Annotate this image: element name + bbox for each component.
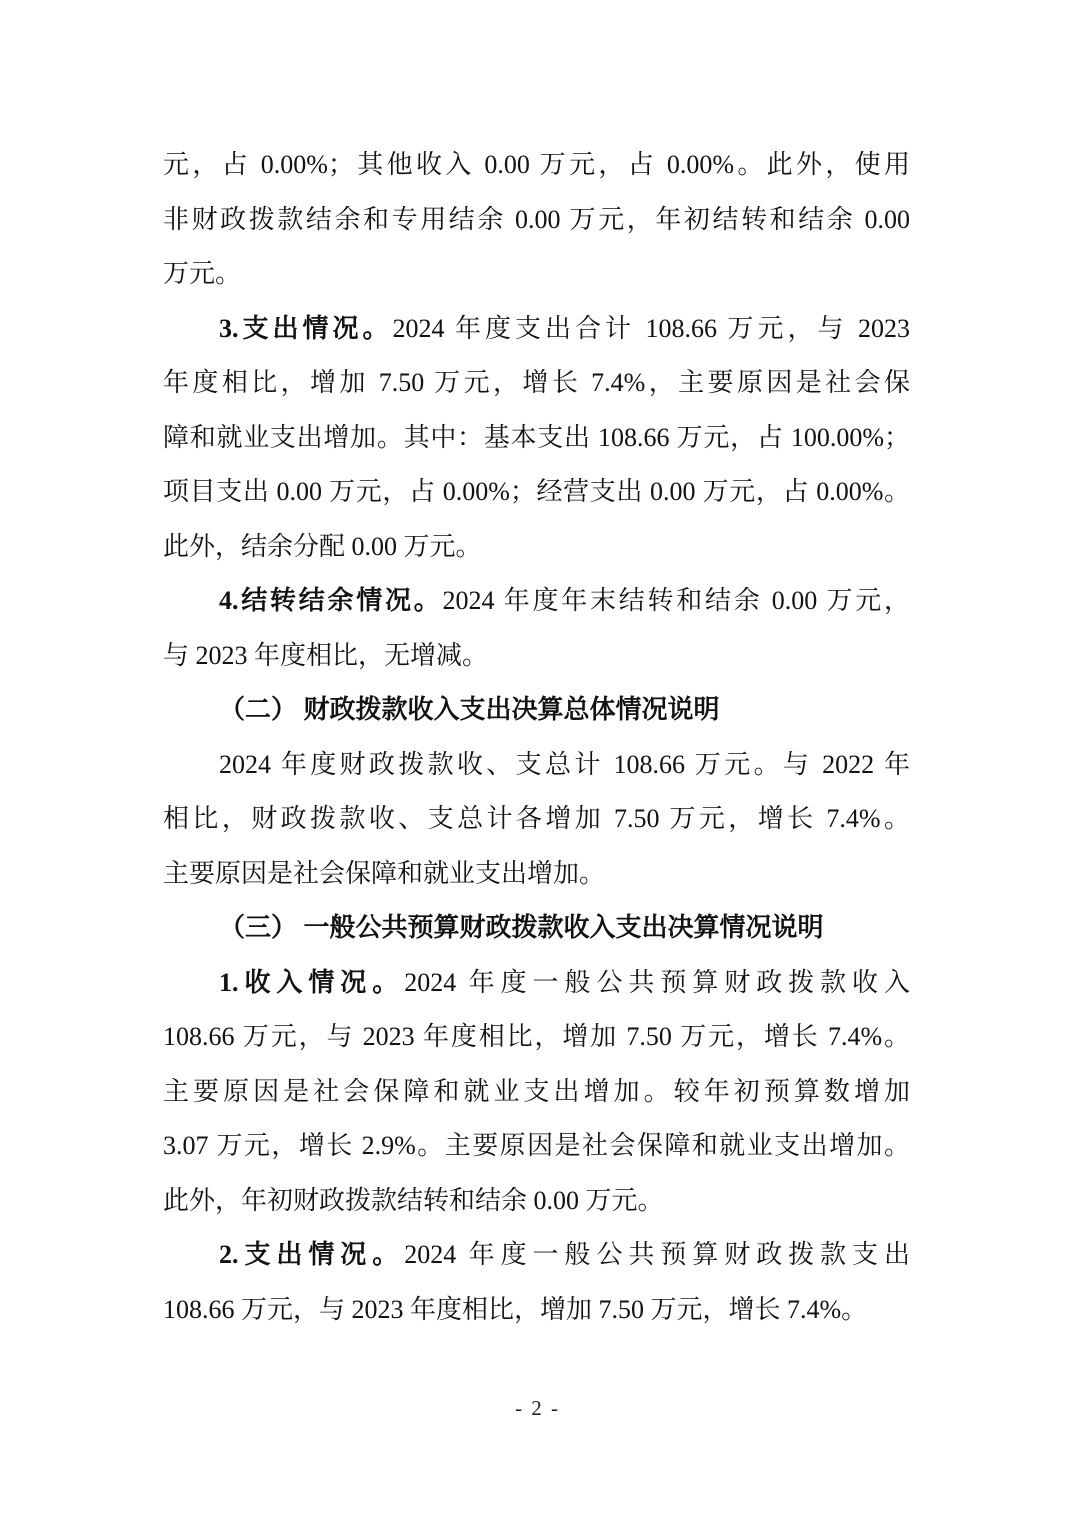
text-run: 项目支出 0.00 万元，占 0.00%；经营支出 0.00 万元，占 0.00%。 bbox=[163, 477, 910, 506]
text-run: 108.66 万元，与 2023 年度相比，增加 7.50 万元，增长 7.4%。 bbox=[163, 1294, 868, 1324]
text-line bbox=[163, 411, 910, 466]
text-run: 2024 年度一般公共预算财政拨款支出 bbox=[404, 1240, 910, 1269]
text-run: 万元。 bbox=[163, 259, 242, 288]
text-line bbox=[163, 520, 910, 575]
text-run: 年度相比，增加 7.50 万元，增长 7.4%，主要原因是社会保 bbox=[163, 368, 910, 397]
text-run: 2024 年度支出合计 108.66 万元，与 2023 bbox=[392, 313, 910, 343]
text-line bbox=[163, 1119, 910, 1174]
text-run: 元，占 0.00%；其他收入 0.00 万元，占 0.00%。此外，使用 bbox=[163, 150, 910, 179]
bold-text-run: 3.支出情况。 bbox=[219, 313, 393, 343]
text-line bbox=[163, 1174, 910, 1229]
bold-text-run: 4.结转结余情况。 bbox=[219, 586, 443, 615]
text-line bbox=[163, 302, 910, 357]
text-line bbox=[163, 138, 910, 193]
text-line bbox=[163, 1283, 910, 1338]
text-run: 此外，结余分配 0.00 万元。 bbox=[163, 531, 482, 561]
text-line bbox=[163, 247, 910, 302]
section-heading-line bbox=[163, 683, 910, 738]
text-line bbox=[163, 847, 910, 902]
text-run: 2024 年度年末结转和结余 0.00 万元， bbox=[442, 586, 910, 615]
text-run: 此外，年初财政拨款结转和结余 0.00 万元。 bbox=[163, 1185, 664, 1215]
text-line bbox=[163, 629, 910, 684]
text-line bbox=[163, 465, 910, 520]
text-line bbox=[163, 356, 910, 411]
text-run: 非财政拨款结余和专用结余 0.00 万元，年初结转和结余 0.00 bbox=[163, 204, 910, 234]
text-run: 与 2023 年度相比，无增减。 bbox=[163, 640, 489, 670]
text-run: 3.07 万元，增长 2.9%。主要原因是社会保障和就业支出增加。 bbox=[163, 1131, 910, 1160]
text-line bbox=[163, 1228, 910, 1283]
text-run: 障和就业支出增加。其中：基本支出 108.66 万元，占 100.00%； bbox=[163, 422, 910, 452]
section-heading-line bbox=[163, 901, 910, 956]
bold-text-run: 1.收入情况。 bbox=[219, 967, 405, 997]
page-number: - 2 - bbox=[515, 1396, 560, 1420]
text-line bbox=[163, 574, 910, 629]
text-line bbox=[163, 193, 910, 248]
bold-text-run: 2.支出情况。 bbox=[219, 1240, 405, 1269]
text-run: 主要原因是社会保障和就业支出增加。 bbox=[163, 858, 606, 888]
text-line bbox=[163, 1065, 910, 1120]
text-run: 2024 年度财政拨款收、支总计 108.66 万元。与 2022 年 bbox=[219, 749, 910, 779]
text-run: 108.66 万元，与 2023 年度相比，增加 7.50 万元，增长 7.4%。 bbox=[163, 1022, 910, 1051]
bold-text-run: （三） 一般公共预算财政拨款收入支出决算情况说明 bbox=[219, 913, 824, 942]
bold-text-run: （二） 财政拨款收入支出决算总体情况说明 bbox=[219, 695, 720, 724]
text-line bbox=[163, 738, 910, 793]
text-run: 主要原因是社会保障和就业支出增加。较年初预算数增加 bbox=[163, 1076, 910, 1106]
text-run: 相比，财政拨款收、支总计各增加 7.50 万元，增长 7.4%。 bbox=[163, 804, 910, 833]
text-line bbox=[163, 792, 910, 847]
document-body bbox=[163, 138, 910, 1337]
text-line bbox=[163, 956, 910, 1011]
text-line bbox=[163, 1010, 910, 1065]
text-run: 2024 年度一般公共预算财政拨款收入 bbox=[404, 967, 910, 997]
